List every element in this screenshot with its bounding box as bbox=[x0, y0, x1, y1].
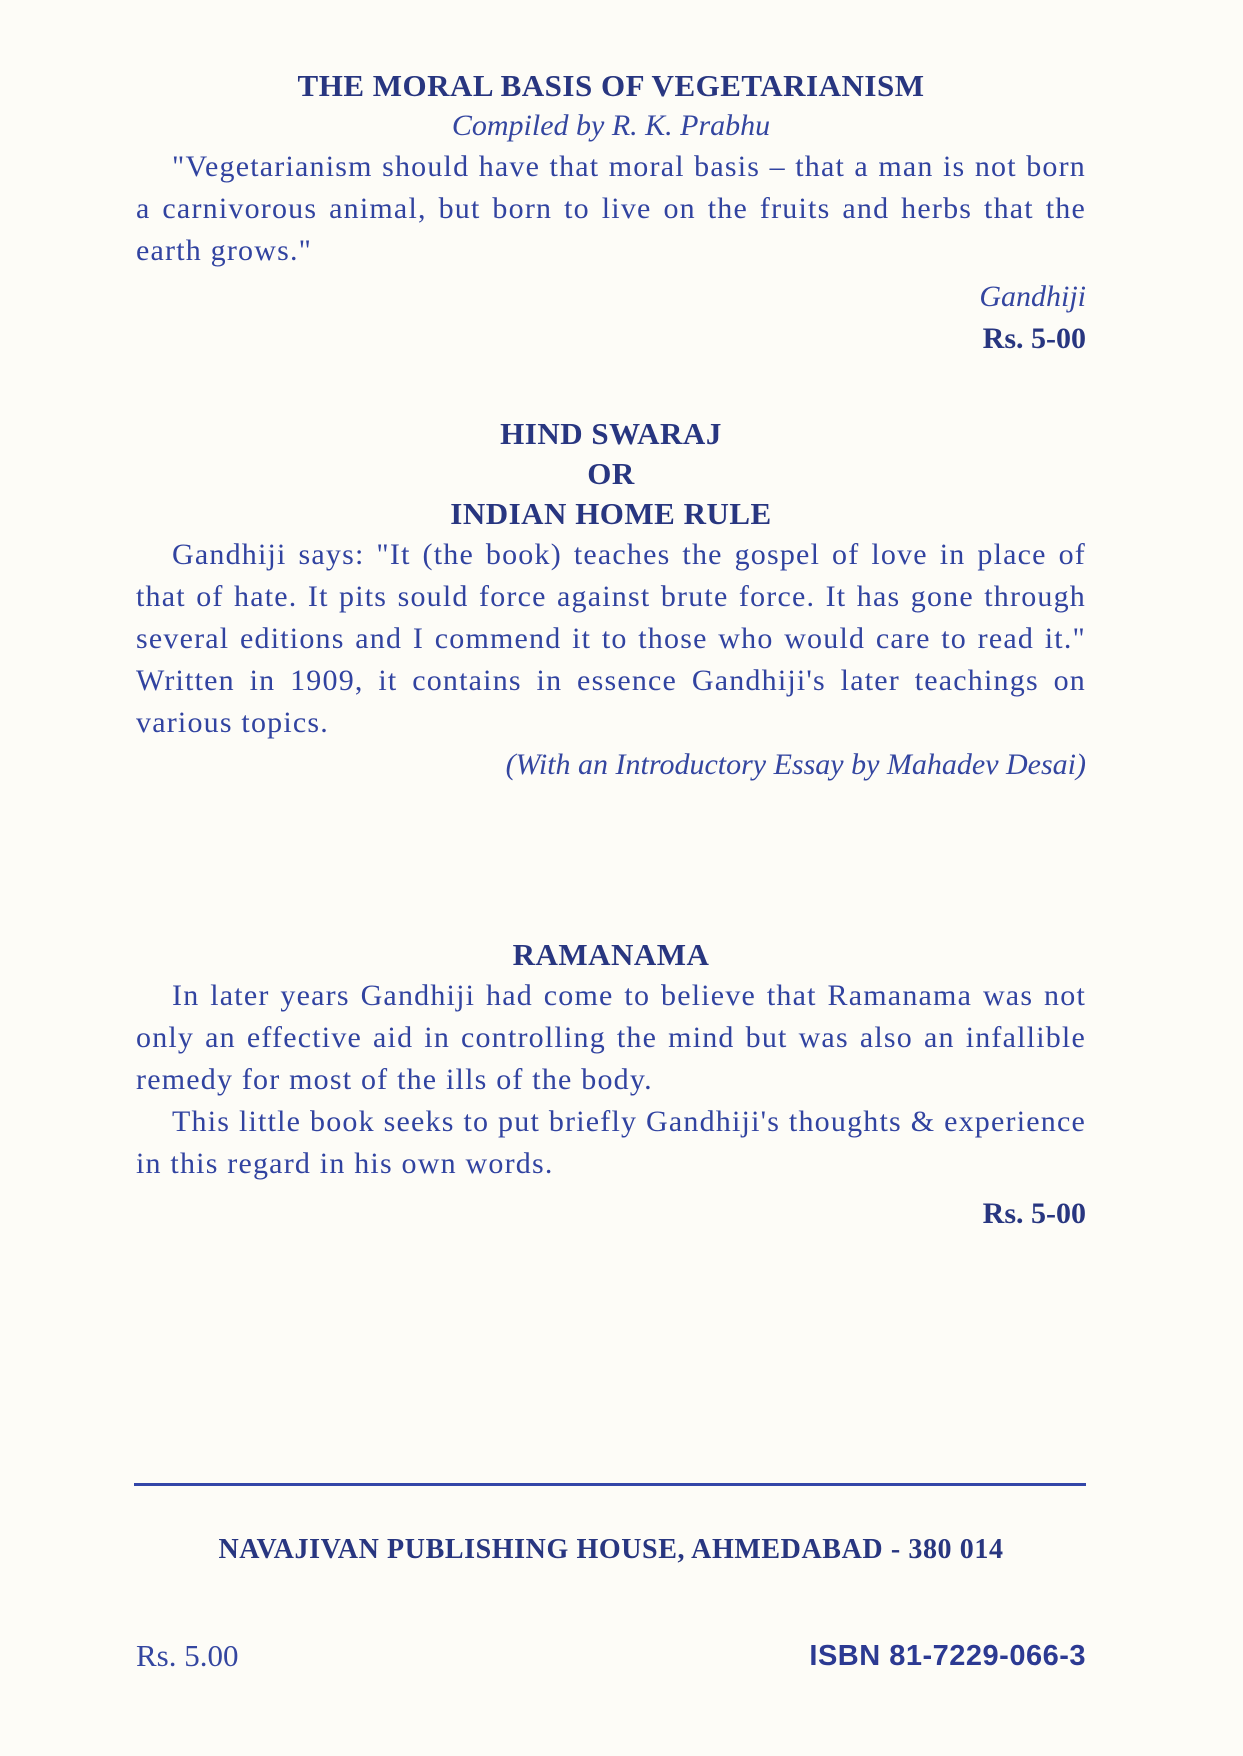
vegetarianism-price: Rs. 5-00 bbox=[982, 322, 1086, 355]
hind-swaraj-title-line3: INDIAN HOME RULE bbox=[450, 496, 772, 531]
ramanama-description-2: This little book seeks to put briefly Gandhiji's thoughts & experience in this regard in his own words. bbox=[136, 1105, 1086, 1180]
ramanama-title: RAMANAMA bbox=[512, 937, 710, 972]
hind-swaraj-description: Gandhiji says: "It (the book) teaches the gospel of love in place of that of hate. It pits sould force against brute force. It has gone through several editions and I commend it to those who would care to read it." Written in 1909, it contains in essence Gandhiji's later teachings on various topics. bbox=[136, 538, 1086, 739]
vegetarianism-section bbox=[136, 66, 1086, 360]
publisher-line: NAVAJIVAN PUBLISHING HOUSE, AHMEDABAD - 380 014 bbox=[218, 1534, 1004, 1565]
ramanama-description-1: In later years Gandhiji had come to believe that Ramanama was not only an effective aid in controlling the mind but was also an infallible remedy for most of the ills of the body. bbox=[136, 979, 1086, 1096]
hind-swaraj-title-line2: OR bbox=[587, 456, 635, 491]
hind-swaraj-section bbox=[136, 414, 1086, 786]
ramanama-section bbox=[136, 935, 1086, 1235]
hind-swaraj-title-line1: HIND SWARAJ bbox=[500, 416, 722, 451]
vegetarianism-author: Gandhiji bbox=[979, 280, 1086, 313]
vegetarianism-title: THE MORAL BASIS OF VEGETARIANISM bbox=[297, 68, 925, 103]
cover-price: Rs. 5.00 bbox=[136, 1638, 239, 1673]
hind-swaraj-note: (With an Introductory Essay by Mahadev Desai) bbox=[505, 748, 1086, 781]
vegetarianism-quote: "Vegetarianism should have that moral basis – that a man is not born a carnivorous animal, but born to live on the fruits and herbs that the earth grows." bbox=[136, 150, 1086, 267]
vegetarianism-compiler: Compiled by R. K. Prabhu bbox=[451, 109, 771, 142]
ramanama-price: Rs. 5-00 bbox=[982, 1197, 1086, 1230]
footer-divider bbox=[134, 1483, 1086, 1486]
isbn-number: ISBN 81-7229-066-3 bbox=[809, 1640, 1086, 1672]
